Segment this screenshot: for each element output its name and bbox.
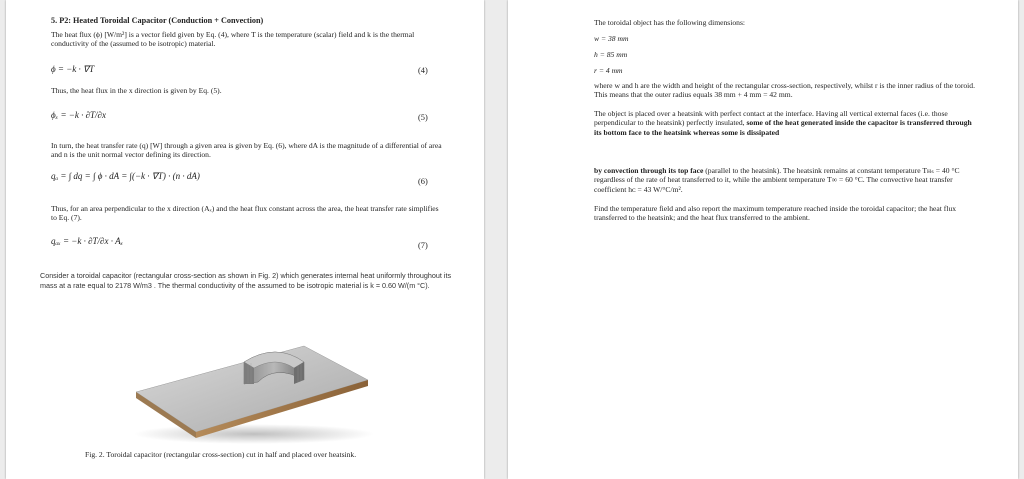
intro-paragraph: The heat flux (ϕ) [W/m²] is a vector field given by Eq. (4), where T is the temperature (scalar) field and k is the thermal conductivity of the (assumed to be isotropic) material. — [51, 30, 415, 49]
convection-bold-text: by convection through its top face — [594, 166, 704, 175]
equation-6-number: (6) — [418, 177, 428, 186]
equation-7: qₐₓ = −k · ∂T/∂x · Aₓ — [51, 236, 124, 246]
figure-caption: Fig. 2. Toroidal capacitor (rectangular cross-section) cut in half and placed over heatsink. — [85, 450, 357, 459]
convection-text: (parallel to the heatsink). The heatsink remains at constant temperature Tʜₛ = 40 °C regardless of the rate of heat transferred to it, while the ambient temperature T∞ = 60 °C. The convective heat transfer coefficient hᴄ = 43 W/°C/m². — [594, 166, 960, 194]
rate-paragraph: In turn, the heat transfer rate (q) [W] through a given area is given by Eq. (6), where dA is the magnitude of a differential of area and n is the unit normal vector defining its direction. — [51, 141, 442, 160]
where-paragraph: where w and h are the width and height of the rectangular cross-section, respectively, whilst r is the inner radius of the toroid. This means that the outer radius equals 38 mm + 4 mm = 42 mm. — [594, 81, 975, 100]
equation-7-number: (7) — [418, 241, 428, 250]
flux-x-text: Thus, the heat flux in the x direction is given by Eq. (5). — [51, 86, 222, 95]
dimension-r: r = 4 mm — [594, 66, 623, 75]
equation-4-number: (4) — [418, 66, 428, 75]
placement-text: The object is placed over a heatsink with perfect contact at the interface. Having all vertical external faces (i.e. those perpendicular to the heatsink) perfectly insulated, — [594, 109, 948, 128]
equation-4: ϕ = −k · ∇T — [51, 64, 95, 74]
convection-paragraph — [594, 166, 978, 194]
equation-5-number: (5) — [418, 113, 428, 122]
problem-statement: Consider a toroidal capacitor (rectangular cross-section as shown in Fig. 2) which generates internal heat uniformly throughout its mass at a rate equal to 2178 W/m3 . The thermal conductivity of the assumed to be isotropic material is k = 0.60 W/(m °C). — [40, 271, 452, 291]
dimension-h: h = 85 mm — [594, 50, 628, 59]
toroidal-capacitor-figure — [126, 334, 376, 444]
perpendicular-paragraph: Thus, for an area perpendicular to the x direction (Aₓ) and the heat flux constant across the area, the heat transfer rate simplifies to Eq. (7). — [51, 204, 439, 223]
task-paragraph: Find the temperature field and also report the maximum temperature reached inside the toroidal capacitor; the heat flux transferred to the heatsink; and the heat flux transferred to the ambient. — [594, 204, 957, 223]
dimension-w: w = 38 mm — [594, 34, 629, 43]
equation-5: ϕₓ = −k · ∂T/∂x — [51, 110, 107, 120]
document-page-left — [6, 0, 484, 479]
document-page-right — [508, 0, 1018, 479]
placement-paragraph — [594, 109, 978, 137]
section-title: 5. P2: Heated Toroidal Capacitor (Conduction + Convection) — [51, 16, 264, 25]
dimensions-intro: The toroidal object has the following dimensions: — [594, 18, 746, 27]
equation-6: qₐ = ∫ dq = ∫ ϕ · dA = ∫(−k · ∇T) · (n · dA) — [51, 171, 200, 181]
placement-bold-text: some of the heat generated inside the capacitor is transferred through its bottom face to the heatsink whereas some is dissipated — [594, 118, 972, 137]
